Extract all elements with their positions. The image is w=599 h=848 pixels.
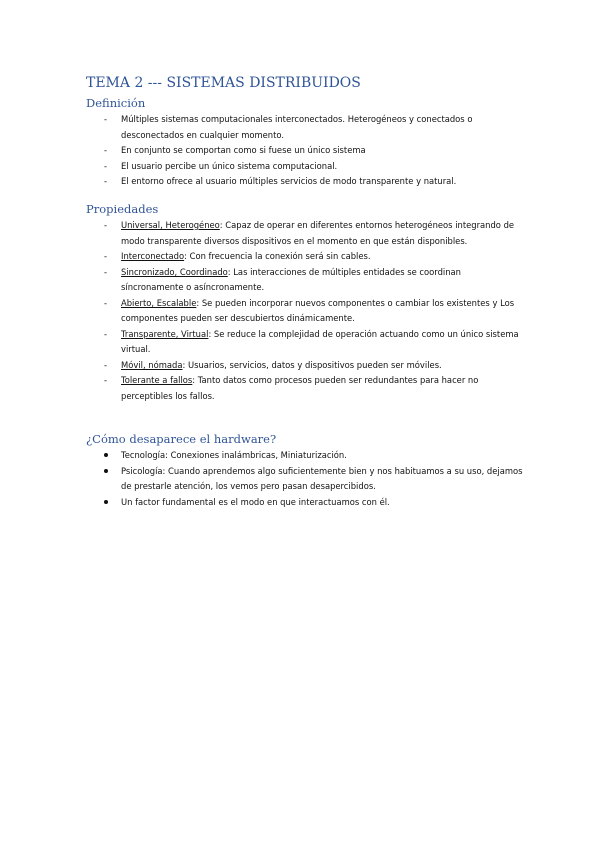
property-description: : Tanto datos como procesos pueden ser redundantes para hacer no perceptibles los fallos. xyxy=(121,375,479,401)
property-term: Interconectado xyxy=(121,251,185,261)
dash-marker: - xyxy=(104,176,108,186)
section-heading-definicion: Definición xyxy=(86,96,146,110)
dash-marker: - xyxy=(104,160,108,171)
propiedades-list xyxy=(86,218,526,404)
dash-marker: - xyxy=(104,220,108,230)
definicion-list xyxy=(86,112,526,190)
section-heading-propiedades: Propiedades xyxy=(86,202,159,216)
list-item xyxy=(86,249,526,265)
property-description: : Se pueden incorporar nuevos componentes o cambiar los existentes y Los componentes pueden ser descubiertos dinámicamente. xyxy=(121,297,515,323)
dash-marker: - xyxy=(104,375,108,385)
hardware-list xyxy=(86,448,526,510)
list-item: - El usuario percibe un único sistema computacional. xyxy=(86,159,526,175)
list-item: - El entorno ofrece al usuario múltiples servicios de modo transparente y natural. xyxy=(86,174,526,190)
property-term: Tolerante a fallos xyxy=(121,375,193,385)
list-item xyxy=(86,265,526,296)
dash-marker: - xyxy=(104,297,108,308)
property-term: Transparente, Virtual xyxy=(121,328,209,339)
list-item xyxy=(86,218,526,249)
list-item: Un factor fundamental es el modo en que interactuamos con él. xyxy=(86,495,526,511)
bullet-dot-icon xyxy=(104,453,108,457)
property-term: Sincronizado, Coordinado xyxy=(121,266,228,277)
dash-marker: - xyxy=(104,266,108,277)
list-item: - En conjunto se comportan como si fuese un único sistema xyxy=(86,143,526,159)
property-term: Abierto, Escalable xyxy=(121,297,197,308)
property-term: Universal, Heterogéneo xyxy=(121,220,220,230)
property-description: : Capaz de operar en diferentes entornos heterogéneos integrando de modo transparente diversos dispositivos en el momento en que están disponibles. xyxy=(121,220,515,246)
dash-marker: - xyxy=(104,359,108,370)
list-item xyxy=(86,296,526,327)
list-item xyxy=(86,327,526,358)
dash-marker: - xyxy=(104,145,108,155)
list-item xyxy=(86,358,526,374)
page-title: TEMA 2 --- SISTEMAS DISTRIBUIDOS xyxy=(86,75,361,91)
property-term: Móvil, nómada xyxy=(121,359,183,370)
bullet-dot-icon xyxy=(104,469,108,473)
property-description: : Se reduce la complejidad de operación actuando como un único sistema virtual. xyxy=(121,328,519,354)
bullet-dot-icon xyxy=(104,500,108,504)
list-item: Psicología: Cuando aprendemos algo suficientemente bien y nos habituamos a su uso, dejamos de prestarle atención, los vemos pero pasan desapercibidos. xyxy=(86,464,526,495)
property-description: : Con frecuencia la conexión será sin cables. xyxy=(184,251,371,261)
dash-marker: - xyxy=(104,251,108,261)
property-description: : Las interacciones de múltiples entidades se coordinan síncronamente o asíncronamente. xyxy=(121,266,461,292)
list-item: - Múltiples sistemas computacionales interconectados. Heterogéneos y conectados o desconectados en cualquier momento. xyxy=(104,114,473,140)
section-heading-hardware: ¿Cómo desaparece el hardware? xyxy=(86,432,277,446)
list-item: Tecnología: Conexiones inalámbricas, Miniaturización. xyxy=(86,448,526,464)
dash-marker: - xyxy=(104,328,108,339)
property-description: : Usuarios, servicios, datos y dispositivos pueden ser móviles. xyxy=(182,359,442,370)
dash-marker: - xyxy=(104,114,108,124)
list-item xyxy=(86,373,526,404)
